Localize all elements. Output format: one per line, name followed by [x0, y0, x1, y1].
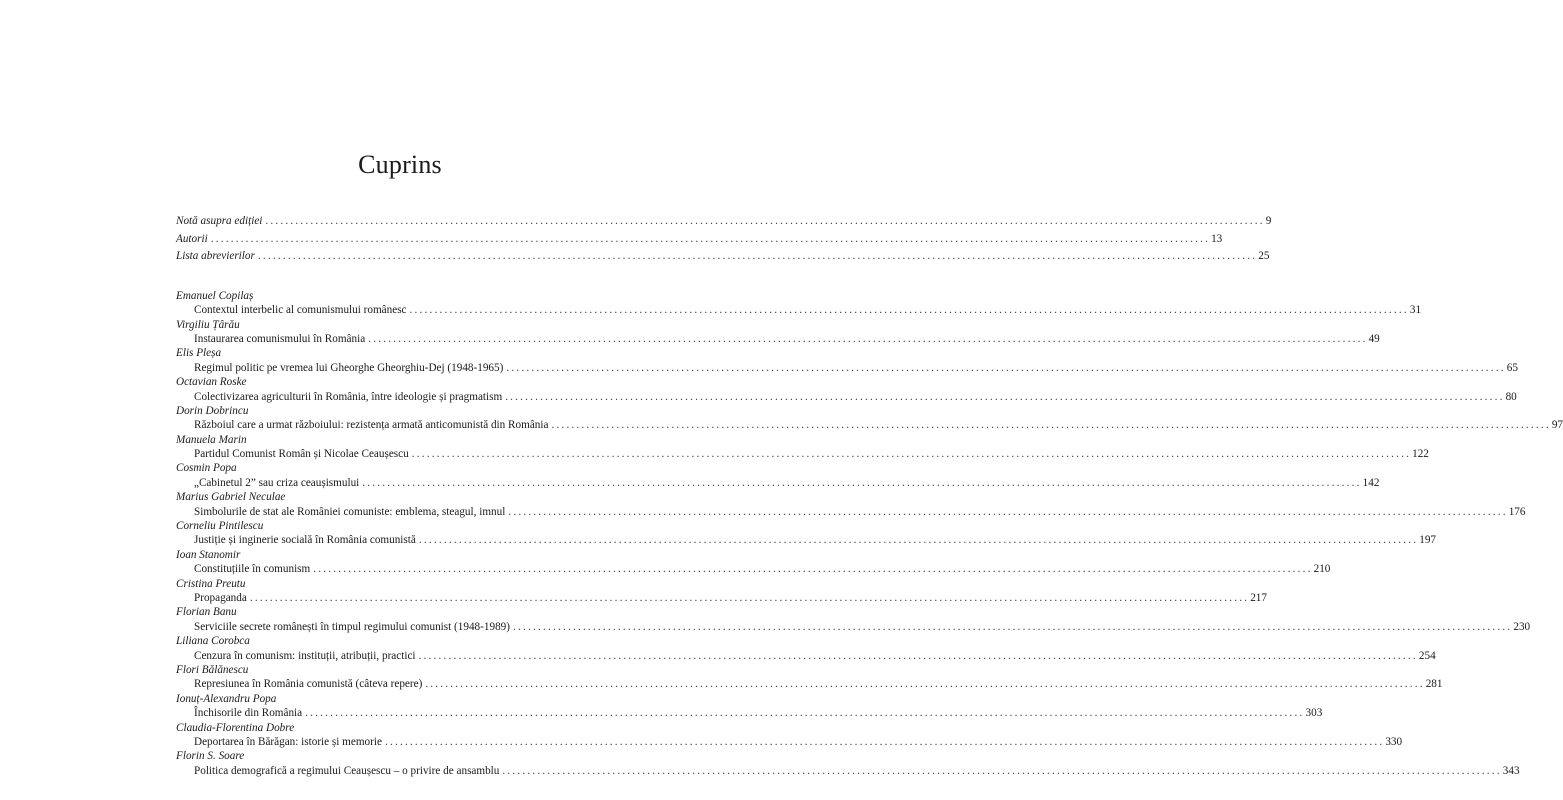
toc-entry-title: Regimul politic pe vremea lui Gheorghe Gheorghiu-Dej (1948-1965)	[194, 361, 504, 374]
toc-entry-title: Constituțiile în comunism	[194, 563, 311, 576]
toc-chapter-entry[interactable]	[176, 390, 1517, 405]
toc-entry-title: Notă asupra ediției	[176, 215, 263, 227]
toc-chapter-entry[interactable]	[176, 620, 1531, 635]
toc-author-name: Cristina Preutu	[176, 577, 246, 590]
toc-entry-title: Simbolurile de stat ale României comuniste: emblema, steagul, imnul	[194, 505, 506, 518]
toc-entry-title: Instaurarea comunismului în România	[194, 332, 366, 345]
dot-leader: ........................................................................................................................................................................................................	[508, 505, 1508, 518]
dot-leader: ........................................................................................................................................................................................................	[210, 232, 1211, 245]
toc-entry-page: 49	[1368, 332, 1380, 345]
toc-chapter-entry[interactable]	[176, 706, 1323, 721]
toc-chapter-entry[interactable]	[176, 332, 1380, 347]
toc-chapter-entry[interactable]	[176, 505, 1526, 520]
toc-entry-page: 254	[1418, 649, 1436, 662]
toc-entry-page: 25	[1258, 250, 1270, 263]
toc-author-name: Liliana Corobca	[176, 635, 250, 648]
toc-chapter-entry[interactable]	[176, 735, 1403, 750]
dot-leader: ........................................................................................................................................................................................................	[313, 563, 1313, 576]
toc-entry-title: Închisorile din România	[194, 707, 303, 720]
page-title: Cuprins	[358, 150, 442, 179]
toc-entry-page: 343	[1502, 764, 1520, 777]
toc-chapter-entry[interactable]	[176, 764, 1520, 779]
toc-author-name: Cosmin Popa	[176, 462, 237, 475]
toc-entry-title: Partidul Comunist Român și Nicolae Ceaușescu	[194, 448, 409, 461]
toc-author-name: Ioan Stanomir	[176, 548, 241, 561]
dot-leader: ........................................................................................................................................................................................................	[257, 250, 1258, 263]
toc-entry-title: Cenzura în comunism: instituții, atribuții, practici	[194, 649, 416, 662]
toc-author-name: Elis Pleșa	[176, 347, 222, 360]
toc-author-name: Corneliu Pintilescu	[176, 520, 264, 533]
toc-entry-page: 230	[1513, 620, 1531, 633]
toc-entry-title: Autorii	[176, 232, 208, 245]
toc-entry-title: Justiție și inginerie socială în România comunistă	[194, 534, 416, 547]
dot-leader: ........................................................................................................................................................................................................	[505, 390, 1505, 403]
toc-front-entry-authors[interactable]	[176, 231, 1223, 249]
toc-entry-page: 303	[1305, 707, 1323, 720]
section-spacer	[176, 266, 623, 290]
dot-leader: ........................................................................................................................................................................................................	[249, 591, 1250, 604]
toc-front-entry-editorial-note[interactable]	[176, 213, 1272, 231]
toc-chapter-entry[interactable]	[176, 649, 1436, 664]
toc-entry-page: 176	[1508, 505, 1526, 518]
toc-entry-title: Colectivizarea agriculturii în România, între ideologie și pragmatism	[194, 390, 503, 403]
toc-entry-page: 31	[1409, 304, 1422, 317]
toc-author-name: Virgiliu Țârău	[176, 318, 240, 331]
toc-entry-title: Lista abrevierilor	[176, 250, 255, 263]
toc-author-name: Manuela Marin	[176, 433, 247, 446]
toc-entry-title: Politica demografică a regimului Ceaușescu – o privire de ansamblu	[194, 764, 500, 777]
toc-entry-page: 217	[1250, 591, 1267, 604]
toc-entry-page: 142	[1362, 476, 1380, 489]
dot-leader: ........................................................................................................................................................................................................	[425, 678, 1425, 691]
toc-chapter-entry[interactable]	[176, 418, 1563, 433]
toc-chapter-entry[interactable]	[176, 476, 1380, 491]
toc-entry-page: 197	[1419, 534, 1436, 547]
toc-entry-page: 122	[1412, 448, 1429, 461]
toc-author-name: Florian Banu	[176, 606, 237, 619]
toc-author-name: Flori Bălănescu	[176, 663, 249, 676]
toc-author-name: Octavian Roske	[176, 376, 247, 389]
toc-author-name: Dorin Dobrincu	[176, 404, 249, 417]
toc-entry-page: 330	[1385, 735, 1403, 748]
dot-leader: ........................................................................................................................................................................................................	[512, 620, 1513, 633]
dot-leader: ........................................................................................................................................................................................................	[265, 215, 1265, 227]
toc-entry-page: 281	[1425, 678, 1443, 691]
chapter-list	[176, 289, 1563, 779]
toc-chapter-entry[interactable]	[176, 533, 1436, 548]
dot-leader: ........................................................................................................................................................................................................	[411, 448, 1412, 461]
toc-author-name: Claudia-Florentina Dobre	[176, 721, 295, 734]
toc-entry-page: 9	[1265, 215, 1272, 227]
toc-entry-page: 80	[1505, 390, 1517, 403]
dot-leader: ........................................................................................................................................................................................................	[551, 419, 1551, 432]
dot-leader: ........................................................................................................................................................................................................	[384, 735, 1385, 748]
dot-leader: ........................................................................................................................................................................................................	[305, 707, 1305, 720]
toc-chapter-entry[interactable]	[176, 591, 1267, 606]
toc-entry-title: Războiul care a urmat războiului: rezistența armată anticomunistă din România	[194, 419, 549, 432]
toc-chapter-entry[interactable]	[176, 447, 1429, 462]
toc-entry-page: 210	[1313, 563, 1331, 576]
toc-author-name: Florin S. Soare	[176, 750, 245, 763]
toc-entry-title: Serviciile secrete românești în timpul regimului comunist (1948-1989)	[194, 620, 510, 633]
dot-leader: ........................................................................................................................................................................................................	[368, 332, 1368, 345]
toc-entry-title: Deportarea în Bărăgan: istorie și memorie	[194, 735, 382, 748]
dot-leader: ........................................................................................................................................................................................................	[409, 304, 1409, 317]
toc-front-entry-abbreviations[interactable]	[176, 248, 1270, 266]
toc-chapter-entry[interactable]	[176, 562, 1331, 577]
toc-author-name: Marius Gabriel Neculae	[176, 491, 286, 504]
toc-chapter-entry[interactable]	[176, 303, 1422, 318]
toc-entry-title: Contextul interbelic al comunismului românesc	[194, 304, 407, 317]
dot-leader: ........................................................................................................................................................................................................	[502, 764, 1502, 777]
toc-entry-title: Propaganda	[194, 591, 247, 604]
dot-leader: ........................................................................................................................................................................................................	[362, 476, 1362, 489]
toc-entry-title: „Cabinetul 2” sau criza ceaușismului	[194, 476, 360, 489]
toc-entry-page: 65	[1506, 361, 1518, 374]
toc-entry-page: 13	[1211, 232, 1223, 245]
dot-leader: ........................................................................................................................................................................................................	[506, 361, 1506, 374]
toc-chapter-entry[interactable]	[176, 677, 1443, 692]
toc-entry-title: Represiunea în România comunistă (câteva repere)	[194, 678, 423, 691]
toc-author-name: Ionuț-Alexandru Popa	[176, 692, 277, 705]
toc-chapter-entry[interactable]	[176, 361, 1518, 376]
dot-leader: ........................................................................................................................................................................................................	[418, 534, 1419, 547]
toc-author-name: Emanuel Copilaș	[176, 289, 254, 302]
table-of-contents	[176, 213, 1563, 779]
dot-leader: ........................................................................................................................................................................................................	[418, 649, 1418, 662]
toc-entry-page: 97	[1551, 419, 1563, 432]
